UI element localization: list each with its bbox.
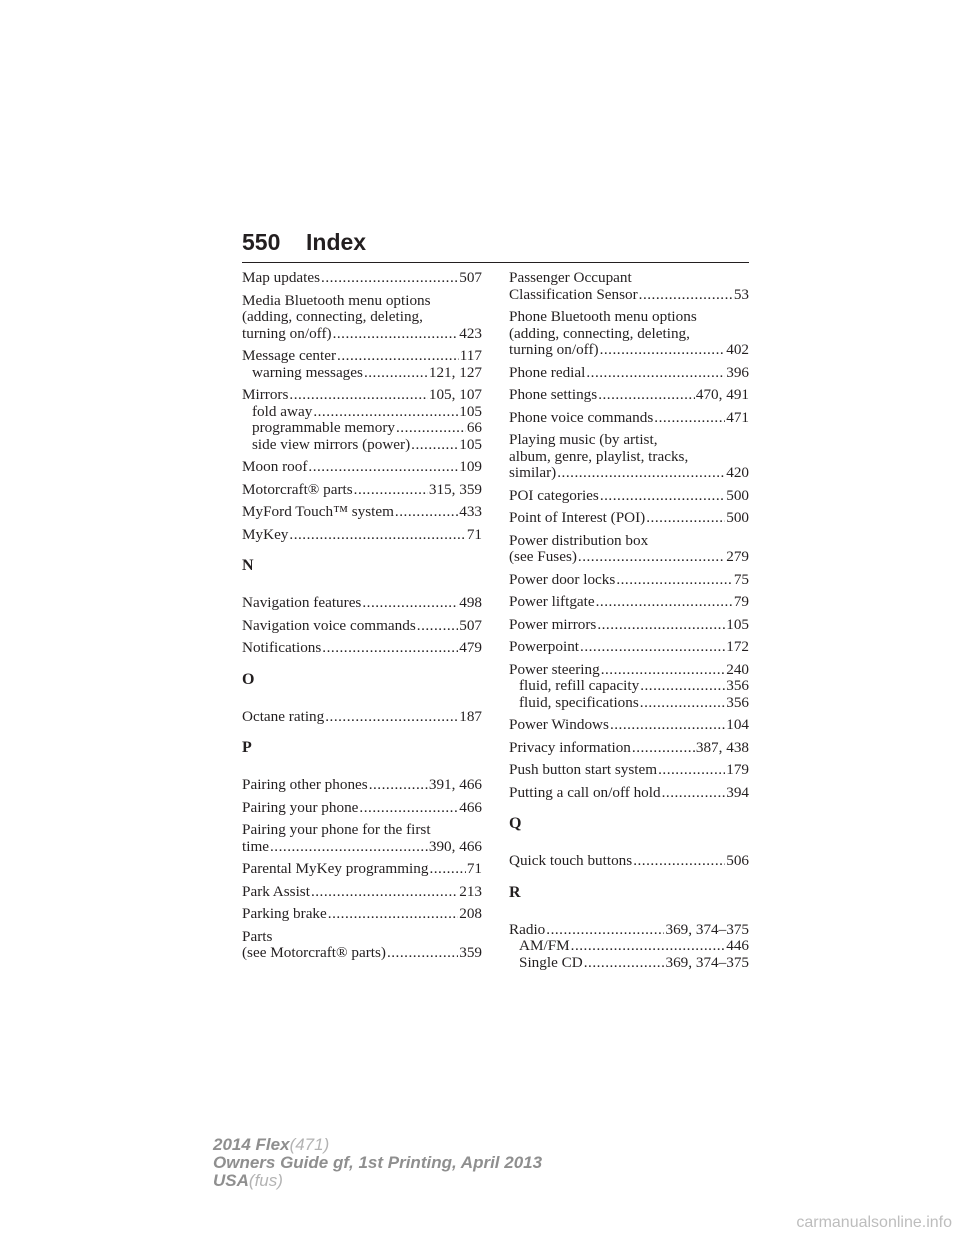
page-reference: 71: [466, 525, 482, 543]
page-reference: 466: [459, 798, 482, 816]
entry-term: Mirrors: [242, 386, 289, 403]
letter-heading: N: [242, 557, 254, 574]
index-entry-line: [509, 449, 749, 466]
page-reference: 500: [726, 486, 749, 504]
dot-leader: [658, 762, 725, 779]
dot-leader: [546, 922, 664, 939]
dot-leader: [598, 387, 695, 404]
dot-leader: [610, 717, 725, 734]
entry-term: Message center: [242, 347, 337, 364]
index-entry-line: [509, 410, 749, 427]
index-entry: [509, 410, 749, 427]
index-entry: [242, 906, 482, 923]
dot-leader: [596, 594, 733, 611]
index-entry: [242, 884, 482, 901]
entry-term: Power Windows: [509, 716, 609, 733]
index-entry: [509, 717, 749, 734]
index-entry-line: [509, 326, 749, 343]
entry-term: Passenger Occupant: [509, 269, 632, 286]
index-entry: [242, 800, 482, 817]
entry-term: Power mirrors: [509, 615, 597, 633]
page-reference: 402: [726, 341, 749, 358]
dot-leader: [632, 740, 695, 757]
index-entry: [509, 309, 749, 359]
index-entry-line: [242, 640, 482, 657]
page-reference: 471: [726, 408, 749, 426]
index-entry-line: [509, 465, 749, 482]
index-entry-line: [509, 717, 749, 734]
dot-leader: [601, 662, 726, 679]
dot-leader: [646, 510, 725, 527]
dot-leader: [417, 618, 458, 635]
index-entry-line: [242, 348, 482, 365]
index-entry-line: [509, 270, 749, 287]
entry-term: Phone redial: [509, 363, 586, 381]
page-reference: 75: [733, 570, 749, 588]
entry-term: AM/FM: [519, 937, 570, 954]
dot-leader: [289, 387, 427, 404]
index-entry: [242, 861, 482, 878]
index-entry: [509, 510, 749, 527]
index-entry: [509, 617, 749, 634]
entry-term: (see Motorcraft® parts): [242, 944, 386, 961]
footer-line-model: [213, 1136, 542, 1154]
page-reference: 507: [459, 269, 482, 286]
index-subentry: [509, 678, 749, 695]
page-reference: 423: [459, 324, 482, 342]
page-reference: 279: [726, 548, 749, 565]
entry-term: Single CD: [519, 953, 583, 971]
dot-leader: [369, 777, 428, 794]
index-entry: [242, 387, 482, 453]
index-entry-line: [242, 270, 482, 287]
entry-term: Point of Interest (POI): [509, 509, 646, 526]
page-reference: 359: [459, 944, 482, 961]
page-reference: 369, 374–375: [665, 953, 749, 971]
dot-leader: [557, 465, 725, 482]
entry-term: Power steering: [509, 660, 600, 678]
entry-term: side view mirrors (power): [252, 435, 411, 453]
index-entry-line: [242, 326, 482, 343]
index-entry-line: [509, 549, 749, 566]
dot-leader: [270, 839, 428, 856]
entry-term: Map updates: [242, 269, 321, 286]
index-subentry: [242, 420, 482, 437]
index-entry-line: [509, 365, 749, 382]
page-reference: 387, 438: [695, 738, 749, 756]
index-entry-line: [509, 617, 749, 634]
entry-term: Navigation voice commands: [242, 616, 416, 634]
page-reference: 446: [726, 937, 749, 954]
index-entry-line: [242, 945, 482, 962]
index-entry: [509, 594, 749, 611]
entry-term: Pairing your phone for the first: [242, 821, 431, 838]
page-reference: 369, 374–375: [665, 920, 749, 938]
dot-leader: [322, 640, 458, 657]
index-entry-line: [242, 929, 482, 946]
dot-leader: [429, 861, 465, 878]
index-subentry: [509, 938, 749, 955]
entry-term: Parking brake: [242, 905, 327, 922]
entry-term: turning on/off): [242, 324, 332, 342]
index-entry-line: [242, 595, 482, 612]
index-entry-line: [242, 861, 482, 878]
index-entry-line: [509, 853, 749, 870]
index-entry: [242, 270, 482, 287]
dot-leader: [308, 459, 458, 476]
dot-leader: [662, 785, 726, 802]
index-entry-line: [242, 309, 482, 326]
dot-leader: [313, 404, 458, 421]
entry-term: (see Fuses): [509, 548, 577, 565]
index-subentry: [242, 404, 482, 421]
index-entry: [509, 488, 749, 505]
index-entry: [242, 595, 482, 612]
entry-term: Media Bluetooth menu options: [242, 291, 431, 309]
entry-term: Power door locks: [509, 570, 616, 588]
page-reference: 394: [726, 783, 749, 801]
dot-leader: [600, 488, 725, 505]
footer-printing: Owners Guide gf, 1st Printing, April 2013: [213, 1153, 543, 1172]
entry-term: Power liftgate: [509, 593, 595, 610]
dot-leader: [289, 527, 465, 544]
entry-term: Pairing your phone: [242, 798, 359, 816]
entry-term: Quick touch buttons: [509, 852, 633, 869]
entry-term: Octane rating: [242, 707, 325, 725]
index-entry-line: [242, 459, 482, 476]
index-entry-line: [242, 884, 482, 901]
dot-leader: [639, 287, 733, 304]
index-entry-line: [509, 594, 749, 611]
dot-leader: [354, 482, 428, 499]
index-entry-line: [242, 800, 482, 817]
page-number: 550: [242, 229, 281, 255]
index-entry-line: [242, 527, 482, 544]
dot-leader: [633, 853, 725, 870]
index-entry: [509, 387, 749, 404]
entry-term: Power distribution box: [509, 531, 649, 549]
page-header: [242, 228, 749, 263]
dot-leader: [640, 678, 725, 695]
footer-market: USA: [213, 1171, 249, 1190]
index-entry-line: [509, 533, 749, 550]
page-reference: 105: [726, 615, 749, 633]
index-entry-line: [509, 287, 749, 304]
index-entry: [242, 822, 482, 855]
dot-leader: [395, 504, 458, 521]
dot-leader: [654, 410, 725, 427]
index-entry-line: [509, 922, 749, 939]
entry-term: Moon roof: [242, 458, 308, 475]
index-entry-line: [509, 762, 749, 779]
page-reference: 71: [466, 860, 482, 877]
entry-term: Pairing other phones: [242, 776, 368, 793]
index-entry-line: [242, 906, 482, 923]
entry-term: Notifications: [242, 639, 322, 656]
index-entry-line: [509, 662, 749, 679]
page-reference: 498: [459, 594, 482, 611]
entry-term: warning messages: [252, 363, 363, 381]
dot-leader: [387, 945, 458, 962]
page-reference: 172: [726, 638, 749, 655]
entry-term: Push button start system: [509, 761, 658, 778]
entry-term: (adding, connecting, deleting,: [242, 308, 423, 325]
dot-leader: [584, 955, 665, 972]
page-footer: [213, 1136, 542, 1190]
dot-leader: [571, 938, 726, 955]
index-entry: [242, 777, 482, 794]
dot-leader: [337, 348, 459, 365]
page-reference: 117: [459, 347, 482, 364]
index-entry-line: [242, 822, 482, 839]
index-entry: [509, 572, 749, 589]
entry-term: Phone voice commands: [509, 408, 654, 426]
dot-leader: [640, 695, 725, 712]
page-reference: 121, 127: [428, 363, 482, 381]
dot-leader: [600, 342, 726, 359]
index-entry-line: [242, 293, 482, 310]
entry-term: POI categories: [509, 486, 599, 504]
index-entry: [242, 618, 482, 635]
section-title: Index: [306, 229, 367, 255]
page-reference: 500: [726, 509, 749, 526]
page-reference: 396: [726, 363, 749, 381]
index-entry: [509, 432, 749, 482]
index-entry: [509, 365, 749, 382]
dot-leader: [616, 572, 733, 589]
entry-term: Phone Bluetooth menu options: [509, 308, 697, 325]
page-reference: 507: [459, 616, 482, 634]
dot-leader: [364, 365, 428, 382]
page-reference: 356: [726, 693, 749, 711]
index-entry: [509, 785, 749, 802]
page-reference: 240: [726, 660, 749, 678]
dot-leader: [396, 420, 466, 437]
entry-term: Playing music (by artist,: [509, 431, 658, 448]
dot-leader: [580, 639, 725, 656]
dot-leader: [325, 709, 458, 726]
page-reference: 66: [466, 419, 482, 436]
index-entry: [509, 270, 749, 303]
index-entry-line: [509, 572, 749, 589]
page-reference: 109: [459, 458, 482, 475]
page-reference: 53: [733, 285, 749, 303]
letter-heading: R: [509, 883, 521, 901]
page-reference: 208: [459, 905, 482, 922]
index-subentry: [509, 695, 749, 712]
index-entry-line: [509, 387, 749, 404]
index-entry-line: [509, 510, 749, 527]
entry-term: Powerpoint: [509, 638, 580, 655]
page-reference: 470, 491: [695, 386, 749, 403]
page-reference: 356: [726, 677, 749, 694]
index-entry: [242, 348, 482, 381]
index-entry: [242, 504, 482, 521]
entry-term: programmable memory: [252, 419, 395, 436]
index-entry-line: [509, 740, 749, 757]
index-entry: [242, 527, 482, 544]
page-reference: 506: [726, 852, 749, 869]
page-reference: 315, 359: [428, 480, 482, 498]
index-entry-line: [509, 488, 749, 505]
dot-leader: [578, 549, 725, 566]
entry-term: Radio: [509, 920, 546, 938]
index-entry: [242, 482, 482, 499]
page-reference: 105: [459, 435, 482, 453]
page-reference: 390, 466: [428, 837, 482, 855]
index-subentry: [242, 365, 482, 382]
dot-leader: [586, 365, 725, 382]
footer-model-code: (471): [289, 1135, 330, 1154]
index-entry: [509, 533, 749, 566]
dot-leader: [411, 437, 458, 454]
entry-term: Privacy information: [509, 738, 631, 756]
entry-term: Park Assist: [242, 882, 310, 900]
page-reference: 105: [459, 402, 482, 420]
entry-term: fluid, refill capacity: [519, 677, 640, 694]
index-entry-line: [242, 777, 482, 794]
entry-term: fluid, specifications: [519, 693, 639, 711]
index-entry-line: [242, 387, 482, 404]
index-entry-line: [242, 482, 482, 499]
page-reference: 179: [726, 761, 749, 778]
page-reference: 420: [726, 464, 749, 481]
entry-term: Classification Sensor: [509, 285, 638, 303]
index-entry-line: [509, 785, 749, 802]
page-reference: 187: [459, 707, 482, 725]
watermark: carmanualsonline.info: [796, 1214, 952, 1231]
footer-market-code: (fus): [248, 1171, 283, 1190]
dot-leader: [362, 595, 458, 612]
index-entry: [509, 922, 749, 972]
page-reference: 433: [459, 503, 482, 520]
dot-leader: [597, 617, 725, 634]
dot-leader: [359, 800, 458, 817]
index-subentry: [509, 955, 749, 972]
index-entry-line: [509, 309, 749, 326]
footer-line-market: [213, 1172, 542, 1190]
index-entry-line: [242, 618, 482, 635]
index-column-left: [242, 270, 482, 968]
dot-leader: [311, 884, 458, 901]
entry-term: Parental MyKey programming: [242, 860, 429, 877]
index-entry: [242, 293, 482, 343]
index-subentry: [242, 437, 482, 454]
entry-term: Motorcraft® parts: [242, 480, 353, 498]
dot-leader: [321, 270, 458, 287]
entry-term: Parts: [242, 927, 273, 945]
index-entry-line: [242, 839, 482, 856]
index-entry-line: [509, 342, 749, 359]
page-reference: 391, 466: [428, 776, 482, 793]
entry-term: Phone settings: [509, 386, 598, 403]
page-reference: 213: [459, 882, 482, 900]
letter-heading: P: [242, 739, 252, 756]
entry-term: similar): [509, 464, 557, 481]
page-reference: 104: [726, 716, 749, 733]
letter-heading: Q: [509, 815, 522, 832]
dot-leader: [328, 906, 458, 923]
index-entry: [242, 929, 482, 962]
index-entry-line: [509, 639, 749, 656]
index-entry: [242, 640, 482, 657]
index-entry-line: [242, 504, 482, 521]
index-column-right: [509, 270, 749, 977]
index-entry: [509, 762, 749, 779]
letter-heading: O: [242, 670, 255, 688]
entry-term: time: [242, 837, 269, 855]
index-entry-line: [242, 709, 482, 726]
index-entry: [509, 853, 749, 870]
entry-term: MyKey: [242, 525, 289, 543]
footer-model: 2014 Flex: [213, 1135, 290, 1154]
entry-term: turning on/off): [509, 341, 599, 358]
entry-term: Putting a call on/off hold: [509, 783, 661, 801]
index-entry: [509, 740, 749, 757]
dot-leader: [333, 326, 459, 343]
entry-term: (adding, connecting, deleting,: [509, 324, 690, 342]
entry-term: album, genre, playlist, tracks,: [509, 447, 689, 465]
entry-term: Navigation features: [242, 594, 362, 611]
index-entry: [242, 709, 482, 726]
page-reference: 79: [733, 593, 749, 610]
entry-term: MyFord Touch™ system: [242, 503, 394, 520]
index-entry-line: [509, 432, 749, 449]
entry-term: fold away: [252, 402, 313, 420]
index-entry: [509, 639, 749, 656]
page-reference: 105, 107: [428, 386, 482, 403]
index-entry: [242, 459, 482, 476]
page-reference: 479: [459, 639, 482, 656]
index-entry: [509, 662, 749, 712]
